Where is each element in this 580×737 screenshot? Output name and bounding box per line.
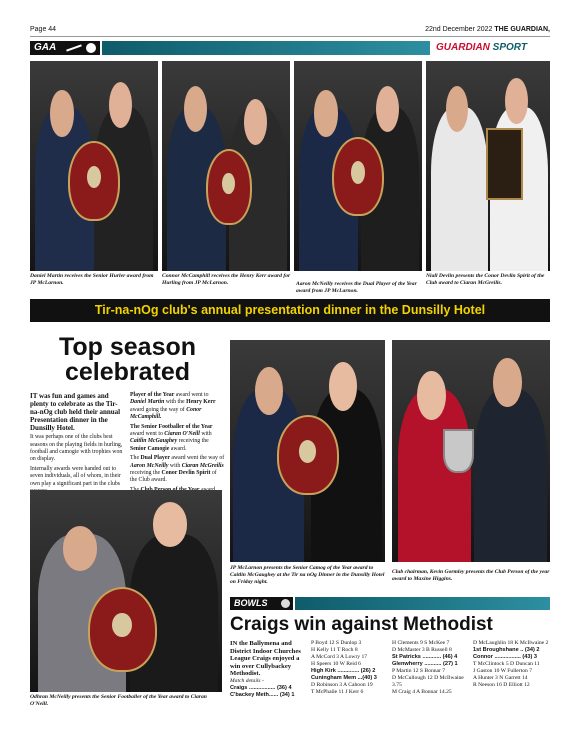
bowls-score: Glenwherry ........... (27) 1 [392,660,458,667]
brand-guardian: GUARDIAN [436,42,490,53]
story-paragraph [130,392,225,422]
story-paragraph [130,455,225,485]
page-number: Page 44 [30,26,57,33]
text: with [168,462,182,469]
bold-text: Player of the Year [130,392,175,398]
bowls-column-3 [392,640,470,696]
photo-connor-mccamphill [162,61,290,271]
caption-aaron-mcneilly: Aaron McNeilly receives the Dual Player of the Year award from JP McLarnon. [296,281,417,294]
text: with the [164,399,187,406]
story-paragraph: It was perhaps one of the clubs best seasons on the playing fields in hurling, football and camogie with trophies won on display. [30,434,123,463]
guardian-sport-logo [436,41,527,55]
bold-text: Conor Devlin Spirit [161,470,211,477]
face [244,99,267,145]
bowls-column-2 [311,640,389,696]
shield-trophy-icon [88,587,157,672]
story-paragraph [130,424,225,454]
bowls-result-line: D McMaster 3 B Russell 8 [392,646,452,653]
bold-text: Conor McCamphill. [130,406,202,421]
photo-caitlin-mcgaughey [230,340,385,562]
bowls-result-line: D McCullough 12 D McIlwaine 3.75 [392,674,464,688]
face [153,502,188,546]
bowls-headline: Craigs win against Methodist [230,614,493,635]
story-column-2 [130,392,225,504]
shield-trophy-icon [68,141,119,221]
bowls-result-line: M Craig 4 A Bonnar 14.25 [392,688,452,695]
text: receiving the [130,470,162,477]
bowls-column-1 [230,640,308,699]
bowls-result-line: D McLaughlin 18 K McIlwaine 2 [473,640,549,646]
plaque-icon [486,128,523,199]
face [505,78,527,124]
bowls-lead: IN the Ballymena and District Indoor Churches League Craigs enjoyed a win over Cullybackey Methodist. [230,640,301,678]
bowls-section-bar [295,597,550,610]
text: award went to [174,392,209,398]
bold-text: Ciaran O'Neill [164,431,200,438]
bowls-result-line: P Boyd 12 S Dunlop 3 [311,640,362,646]
face [184,86,207,132]
text: receiving the [177,438,209,445]
caption-ciaran-oneill: Odhran McNeilly presents the Senior Footballer of the Year award to Ciaran O'Neill. [30,694,207,707]
section-bar [102,41,430,55]
bold-text: Henry Kerr [186,399,216,406]
bowls-result-line: H Kelly 11 T Roch 8 [311,646,358,653]
bowls-tag-label: BOWLS [234,598,268,608]
bowls-column-4 [473,640,550,689]
caption-connor-mccamphill: Connor McCamphill receives the Henry Kerr award for Hurling from JP McLarnon. [162,273,291,286]
face [329,362,357,411]
bowls-score: High Kirk .............. (26) 2 [311,667,376,674]
person [431,107,488,271]
photo-daniel-martin [30,61,158,271]
issue-date [425,26,550,33]
bold-text: Senior Camogie [130,445,170,452]
sliotar-icon [86,43,96,53]
face [314,90,337,136]
story-headline: Top season celebrated [58,333,197,386]
bowls-result-line: T McClintock 5 D Duncan 11 [473,660,540,667]
issue-date-text: 22nd December 2022 [425,26,493,33]
bowls-result-line: D Robinson 3 A Cahoon 19 [311,681,373,688]
face [63,526,98,570]
photo-ciaran-oneill [30,490,222,692]
bowls-score: Craigs ................. (36) 4 [230,684,292,691]
bowls-ball-icon [281,599,290,608]
face [417,371,445,420]
bowls-score: Connor ................. (43) 3 [473,653,538,660]
bowls-details: Match details - [230,677,264,684]
bowls-result-line: A Hunter 3 N Garrett 14 [473,674,528,681]
story-paragraph: Internally awards were handed out to seven individuals, all of whom, in their own play a significant part in the clubs [30,465,121,487]
event-banner: Tir-na-nOg club's annual presentation dinner in the Dunsilly Hotel [30,299,550,322]
paper-name: THE GUARDIAN, [494,26,550,33]
bold-text: Dual Player [140,455,170,462]
gaa-tag-label: GAA [34,42,57,53]
face [376,86,399,132]
photo-maxine-higgins [392,340,550,562]
bowls-result-line: J Gaston 10 W Fullerton 7 [473,667,532,674]
caption-daniel-martin: Daniel Martin receives the Senior Hurler award from JP McLarnon. [30,273,154,286]
caption-niall-devlin: Niall Devlin presents the Conor Devlin Spirit of the Club award to Ciaran McGreilis. [426,273,545,286]
face [255,367,283,416]
bold-text: Caitlin McGaughey [130,438,178,445]
shield-trophy-icon [206,149,252,225]
hurley-icon [66,44,82,51]
caption-maxine-higgins: Club chairman, Kevin Gormley presents the Club Person of the year award to Maxine Higgins. [392,569,550,582]
bold-text: The Senior Footballer of the Year [130,423,213,430]
bowls-score: 1st Broughshane .. (34) 2 [473,646,540,653]
caption-caitlin-mcgaughey: JP McLarnon presents the Senior Camog of the Year award to Caitlin McGaughey at the Tir na nOg Dinner in the Dunsilly Hotel on Friday night. [230,565,385,585]
header-rule [30,36,550,37]
bold-text: Aaron McNeilly [130,462,169,469]
cup-trophy-icon [443,429,475,473]
face [493,358,521,407]
text: award went the way of [169,455,225,462]
bowls-score: C'backey Meth...... (34) 1 [230,691,295,698]
face [50,90,73,136]
brand-sport: SPORT [492,42,527,53]
text: The [130,455,141,462]
bowls-score: St Patricks ............ (46) 4 [392,653,458,660]
bowls-result-line: P Martin 12 S Bonnar 7 [392,667,446,674]
text: of the Club award. [130,470,217,484]
text: award. [169,445,187,452]
bowls-result-line: T McPhaile 11 J Kerr 6 [311,688,364,695]
shield-trophy-icon [277,415,339,495]
text: award going the way of [130,406,187,413]
bold-text: Ciaran McGreilis [181,462,224,469]
text: with [199,431,212,438]
text: award went to [130,431,165,438]
bowls-result-line: R Neeson 16 D Elliott 12 [473,681,530,688]
photo-aaron-mcneilly [294,61,422,271]
bowls-result-line: A McCord 3 A Lowry 17 [311,653,368,660]
gaa-section-tag [30,41,100,55]
bowls-result-line: H Clements 9 S McKee 7 [392,640,450,646]
person [474,389,547,562]
bold-text: Daniel Martin [130,399,165,406]
bowls-result-line: H Speers 10 W Reid 6 [311,660,361,667]
photo-niall-devlin [426,61,550,271]
bowls-section-tag [230,597,293,610]
bowls-score: Cuningham Mem ...(40) 3 [311,674,377,681]
story-lead: IT was fun and games and plenty to celebrate as the Tir-na-nOg club held their annual Presentation dinner in the Dunsilly Hotel. [30,392,121,433]
shield-trophy-icon [332,137,383,217]
